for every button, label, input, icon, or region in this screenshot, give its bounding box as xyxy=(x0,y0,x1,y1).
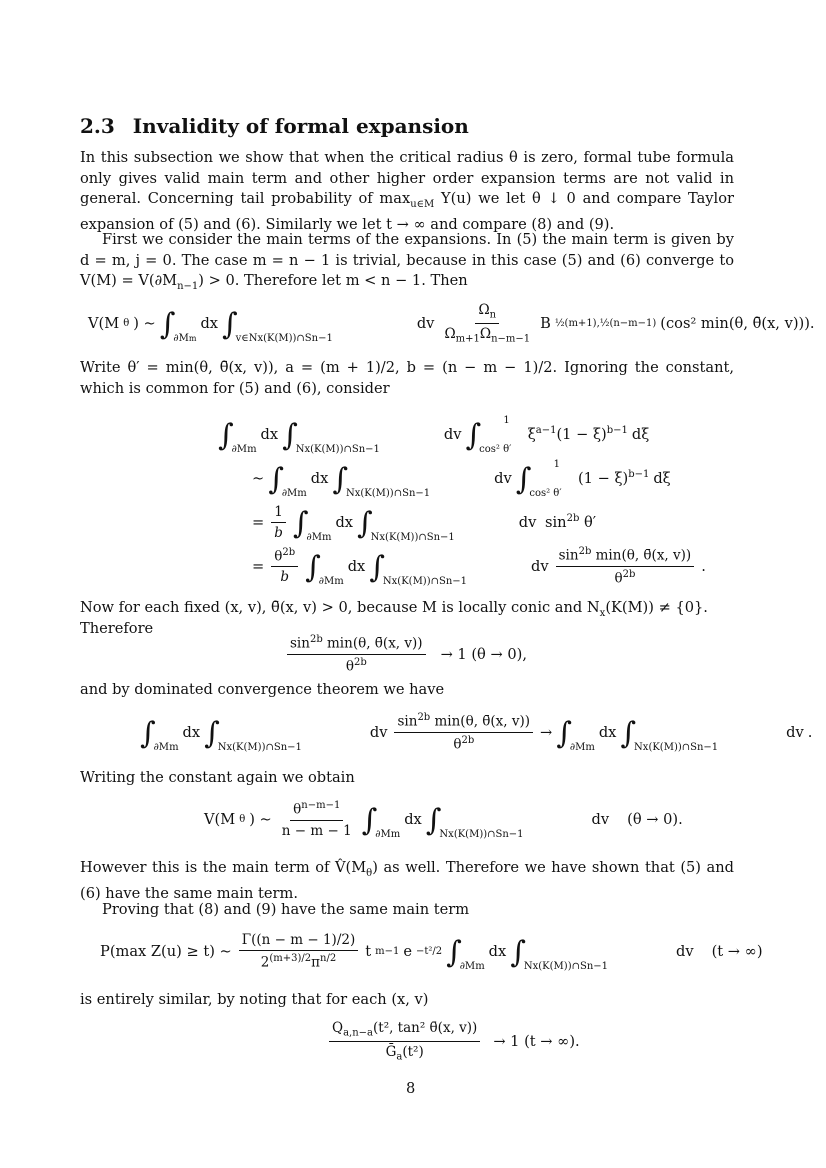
paragraph-fixed-xv: Now for each fixed (x, v), θ̄(x, v) > 0, because M is locally conic and $N_x(K(M)) \ne \{0\}$. xyxy=(80,599,708,619)
equation-line-3: = $\frac{1}{b}$ ∫ ∂Mm dx ∫ Nx(K(M))∩Sn−1 dv $\sin^{2b} \theta'$ xyxy=(252,503,597,543)
section-title: Invalidity of formal expansion xyxy=(132,114,469,138)
paragraph-dominated-convergence: and by dominated convergence theorem we have xyxy=(80,681,445,698)
paragraph-intro: In this subsection we show that when the critical radius θ is zero, formal tube formula only gives valid main term and other higher order expansion terms are not valid in general. Concerning tail probability of $\max_{u\in M} Y(u)$ we let θ ↓ 0 and compare Taylor expansion of (5) and (6). Similarly we let t → ∞ and compare (8) and (9). xyxy=(80,149,734,234)
equation-tail-probability: P(max Z(u) ≥ t) ∼ $\frac{\Gamma((n - m - 1)/2)}{2^{(m+3)/2}\pi^{n/2}}$ t m−1 e −t²/2 ∫ ∂Mm dx ∫ Nx(K(M))∩Sn−1 dv (t → ∞) xyxy=(100,932,763,973)
equation-volume-asymptotic: V(M θ ) ∼ $\frac{\theta^{n-m-1}}{n - m - 1}$ ∫ ∂Mm dx ∫ Nx(K(M))∩Sn−1 dv (θ → 0). xyxy=(204,800,683,841)
equation-line-2: ∼ ∫ ∂Mm dx ∫ Nx(K(M))∩Sn−1 dv ∫ cos² θ′ 1 $(1 - \xi)^{b-1}$ dξ xyxy=(252,459,671,499)
equation-line-4: = $\frac{\theta^{2b}}{b}$ ∫ ∂Mm dx ∫ Nx(K(M))∩Sn−1 dv $\frac{\sin^{2b} \min(\theta, \thetā(x, v))}{\theta^{2b}}$ . xyxy=(252,546,706,587)
equation-line-1: ∫ ∂Mm dx ∫ Nx(K(M))∩Sn−1 dv ∫ cos² θ′ 1 $\xi^{a-1}(1 - \xi)^{b-1}$ dξ xyxy=(218,415,650,455)
fraction: $\frac{\Omega_n}{\Omega_{m+1}\Omega_{n-m-1}}$ xyxy=(444,302,531,345)
paragraph-therefore: Therefore xyxy=(80,620,154,637)
paragraph-main-terms: First we consider the main terms of the expansions. In (5) the main term is given by d = m, j = 0. The case m = n − 1 is trivial, because in this case (5) and (6) converge to $V(M) = V(\partial M_{n-1}) > 0$. Therefore let m < n − 1. Then xyxy=(80,231,734,292)
integral-sign: ∫ ∂Mm xyxy=(159,307,197,345)
equation-dominated-limit: ∫ ∂Mm dx ∫ Nx(K(M))∩Sn−1 dv $\frac{\sin^{2b} \min(\theta, \thetā(x, v))}{\theta^{2b}}$ → ∫ ∂Mm dx ∫ Nx(K(M))∩Sn−1 dv . xyxy=(140,712,813,753)
paragraph-write-theta: Write θ′ = min(θ, θ̄(x, v)), a = (m + 1)/2, b = (n − m − 1)/2. Ignoring the constant, which is common for (5) and (6), consider xyxy=(80,359,734,397)
equation-volume-main-term: V(M θ ) ∼ ∫ ∂Mm dx ∫ v∈Nx(K(M))∩Sn−1 dv $\frac{\Omega_n}{\Omega_{m+1}\Omega_{n-m-1}}$ B ½(m+1),½(n−m−1) (cos² min(θ, θ̄(x, v))). xyxy=(88,302,815,345)
paragraph-entirely-similar: is entirely similar, by noting that for each (x, v) xyxy=(80,991,429,1008)
integral-sign: ∫ v∈Nx(K(M))∩Sn−1 xyxy=(222,307,333,345)
page-number: 8 xyxy=(406,1080,416,1097)
paragraph-proving: Proving that (8) and (9) have the same main term xyxy=(102,901,470,918)
section-heading xyxy=(80,114,469,138)
equation-block-integrals xyxy=(218,412,706,588)
equation-q-ratio-limit: $\frac{Q_{a,n-a}(t^2, \tan^2 \thetā(x, v))}{Ḡ_a(t^2)}$ → 1 (t → ∞). xyxy=(326,1020,580,1062)
paragraph-main-term-conclusion: However this is the main term of $V̂(M_\theta)$ as well. Therefore we have shown that (5) and (6) have the same main term. xyxy=(80,859,734,903)
equation-ratio-limit: $\frac{\sin^{2b} \min(\theta, \thetā(x, v))}{\theta^{2b}}$ → 1 (θ → 0), xyxy=(284,634,527,674)
section-number: 2.3 xyxy=(80,114,115,138)
paragraph-constant-again: Writing the constant again we obtain xyxy=(80,769,355,786)
